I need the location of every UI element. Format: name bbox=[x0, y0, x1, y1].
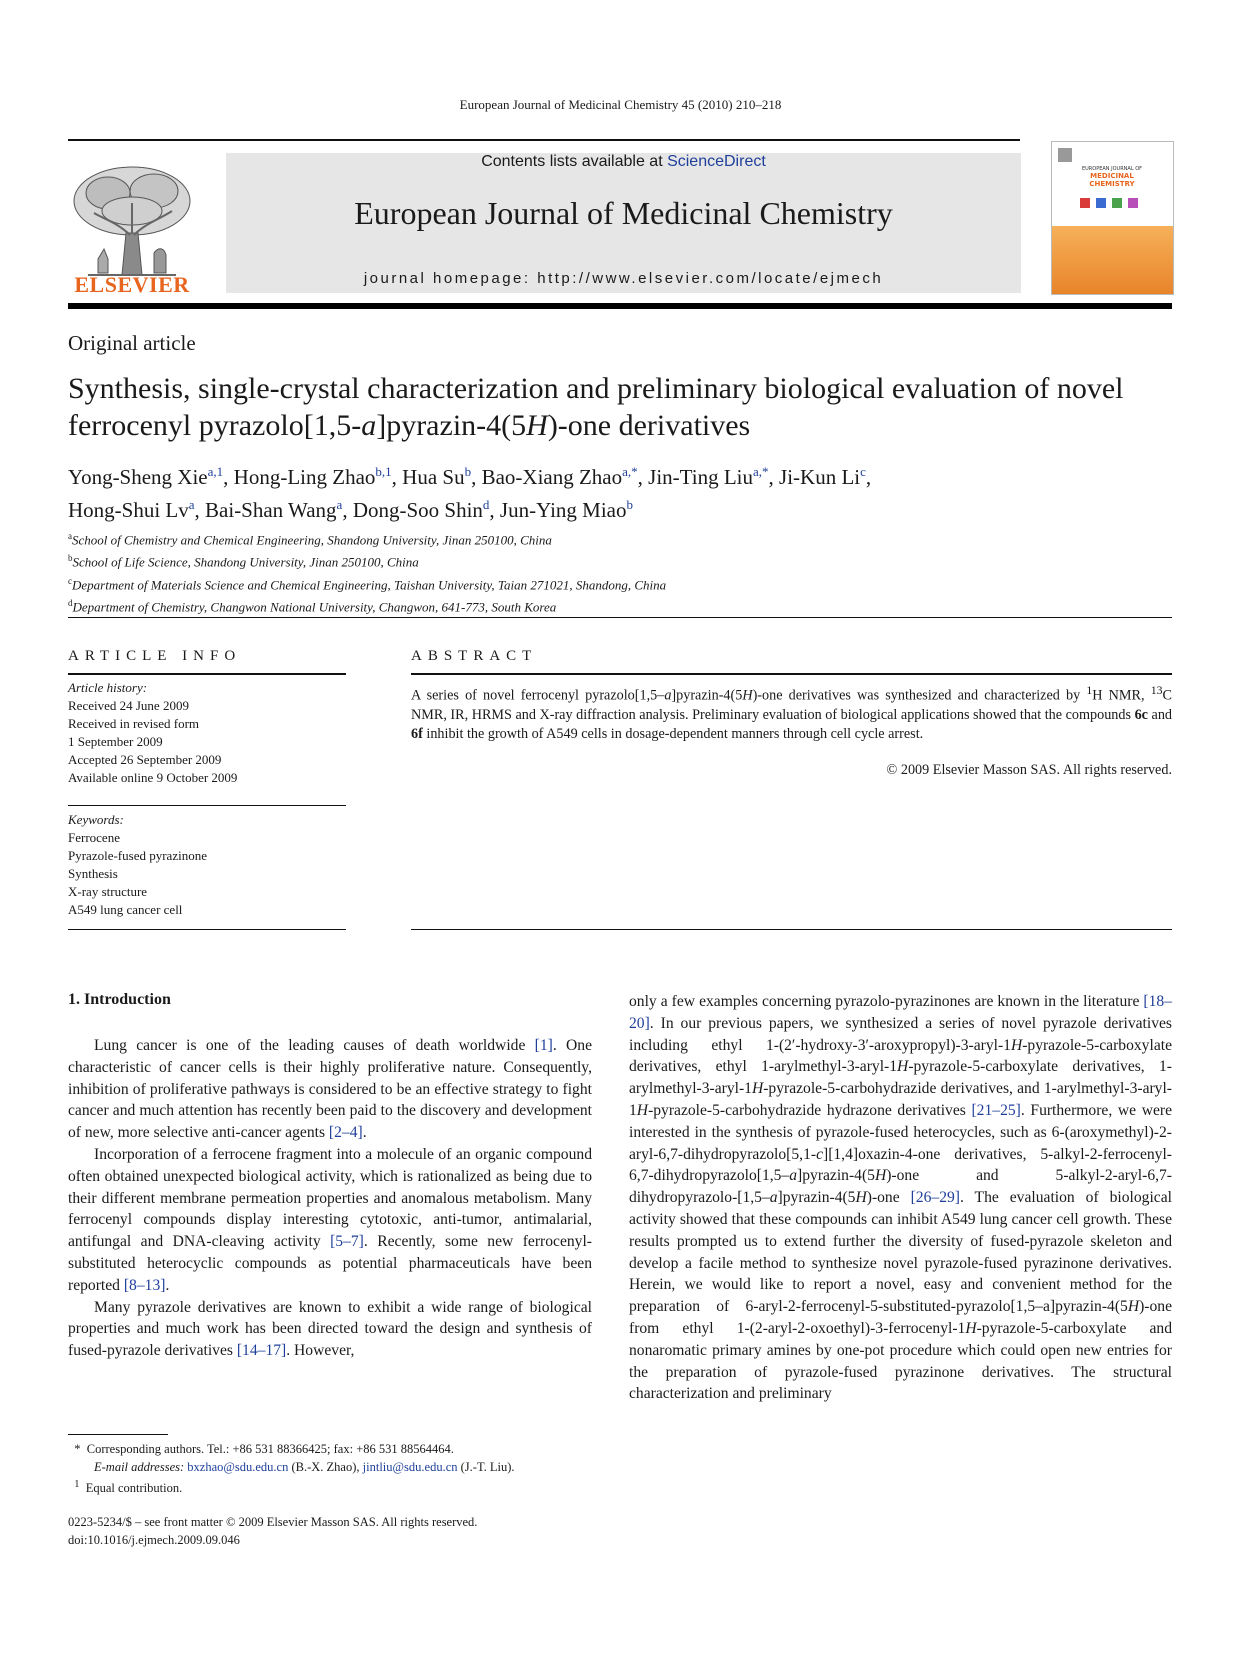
title-text: ]pyrazin-4(5 bbox=[376, 409, 527, 442]
paragraph: Many pyrazole derivatives are known to exhibit a wide range of biological properties and much work has been directed toward the design and synthesis of fused-pyrazole derivatives [14–17]. However, bbox=[68, 1298, 592, 1360]
cover-line3: CHEMISTRY bbox=[1089, 180, 1135, 188]
paragraph: only a few examples concerning pyrazolo-pyrazinones are known in the literature [18–20]. In our previous papers, we synthesized a series of novel pyrazole derivatives including ethyl 1-(2′-hydroxy-3′-aroxypropyl)-3-aryl-1H-pyrazole-5-carboxylate derivatives, ethyl 1-arylmethyl-3-aryl-1H-pyrazole-5-carboxylate derivatives, 1-arylmethyl-3-aryl-1H-pyrazole-5-carbohydrazide derivatives, and 1-arylmethyl-3-aryl-1H-pyrazole-5-carbohydrazide hydrazone derivatives [21–25]. Furthermore, we were interested in the synthesis of pyrazole-fused heterocycles, such as 6-(aroxymethyl)-2-aryl-6,7-dihydropyrazolo[5,1-c][1,4]oxazin-4-one derivatives, 5-alkyl-2-ferrocenyl-6,7-dihydropyrazolo[1,5–a]pyrazin-4(5H)-one and 5-alkyl-2-aryl-6,7-dihydropyrazolo-[1,5–a]pyrazin-4(5H)-one [26–29]. The evaluation of biological activity showed that these compounds can inhibit A549 lung cancer cell growth. These results prompted us to extend further the diversity of fused-pyrazole skeleton and develop a facile method to synthesize novel pyrazole-fused pyrazinone derivatives. Herein, we would like to report a novel, easy and convenient method for the preparation of 6-aryl-2-ferrocenyl-5-substituted-pyrazolo[1,5–a]pyrazin-4(5H)-one from ethyl 1-(2-aryl-2-oxoethyl)-3-ferrocenyl-1H-pyrazole-5-carboxylate and nonaromatic primary amines by one-pot procedure which could open new entries for the preparation of pyrazole-fused pyrazinone derivatives. The structural characterization and preliminary bbox=[629, 993, 1173, 1403]
author-affil-sup[interactable]: a,1 bbox=[207, 464, 224, 479]
front-matter bbox=[68, 1513, 592, 1549]
citation-link[interactable]: [14–17] bbox=[236, 1342, 287, 1360]
author: Hong-Shui Lv$^a$ bbox=[68, 497, 195, 522]
revised-date: 1 September 2009 bbox=[68, 734, 163, 749]
masthead-rule bbox=[68, 303, 1172, 309]
citation-link[interactable]: [5–7] bbox=[330, 1233, 364, 1251]
article-title bbox=[68, 370, 1172, 444]
sciencedirect-link[interactable]: ScienceDirect bbox=[667, 153, 766, 170]
citation-link[interactable]: [26–29] bbox=[910, 1189, 960, 1207]
issn-line: 0223-5234/$ – see front matter © 2009 Elsevier Masson SAS. All rights reserved. bbox=[68, 1515, 478, 1529]
author-affil-sup[interactable]: a bbox=[336, 497, 343, 512]
email-footnote: E-mail addresses: bxzhao@sdu.edu.cn (B.-X. Zhao), jintliu@sdu.edu.cn (J.-T. Liu). bbox=[94, 1460, 515, 1474]
keyword: Synthesis bbox=[68, 866, 118, 881]
keyword: Ferrocene bbox=[68, 830, 120, 845]
accepted-date: Accepted 26 September 2009 bbox=[68, 752, 222, 767]
title-text: )-one derivatives bbox=[547, 409, 751, 442]
history-label: Article history: bbox=[68, 680, 148, 695]
affiliations bbox=[68, 527, 1172, 616]
keywords-label: Keywords: bbox=[68, 812, 124, 827]
author-affil-sup[interactable]: b bbox=[464, 464, 472, 479]
journal-masthead bbox=[226, 153, 1021, 293]
email-link[interactable]: jintliu@sdu.edu.cn bbox=[362, 1460, 458, 1474]
corresponding-footnote: * Corresponding authors. Tel.: +86 531 88366425; fax: +86 531 88564464. bbox=[74, 1442, 454, 1456]
abstract-copyright: © 2009 Elsevier Masson SAS. All rights reserved. bbox=[886, 762, 1172, 778]
author: Bai-Shan Wang$^a$ bbox=[205, 497, 343, 522]
author: Hong-Ling Zhao$^{b,1}$ bbox=[233, 464, 392, 489]
citation-link[interactable]: [2–4] bbox=[328, 1124, 363, 1142]
contents-prefix: Contents lists available at bbox=[481, 153, 668, 170]
title-text: Synthesis, single-crystal characterization and preliminary biological evaluation of novel ferrocenyl pyrazolo[1,5- bbox=[68, 372, 1124, 442]
keyword: X-ray structure bbox=[68, 884, 148, 899]
abstract-rule bbox=[411, 929, 1172, 930]
citation-link[interactable]: [1] bbox=[534, 1037, 553, 1054]
title-italic-h: H bbox=[526, 409, 548, 442]
journal-homepage-link[interactable]: journal homepage: http://www.elsevier.com/locate/ejmech bbox=[363, 270, 884, 287]
cover-art bbox=[1052, 142, 1173, 294]
section-rule bbox=[68, 617, 1172, 618]
article-info-heading: ARTICLE INFO bbox=[68, 648, 242, 664]
affiliation: $^b$School of Life Science, Shandong University, Jinan 250100, China bbox=[68, 553, 419, 570]
cover-line2: MEDICINAL bbox=[1090, 172, 1134, 180]
author-affil-sup[interactable]: d bbox=[482, 497, 490, 512]
article-type: Original article bbox=[68, 331, 196, 355]
citation-link[interactable]: [8–13] bbox=[123, 1276, 166, 1294]
info-rule bbox=[68, 805, 346, 806]
equal-contribution-footnote: $^1$ Equal contribution. bbox=[74, 1479, 183, 1496]
body-column-right bbox=[629, 991, 1172, 1405]
elsevier-wordmark[interactable]: ELSEVIER bbox=[74, 272, 190, 297]
revised-label: Received in revised form bbox=[68, 716, 200, 731]
introduction-heading: 1. Introduction bbox=[68, 991, 171, 1008]
citation-link[interactable]: [18–20] bbox=[629, 993, 1172, 1032]
citation-link[interactable]: [21–25] bbox=[971, 1101, 1021, 1119]
title-italic-a: a bbox=[361, 409, 377, 442]
keyword: Pyrazole-fused pyrazinone bbox=[68, 848, 207, 863]
footnotes bbox=[68, 1440, 592, 1497]
compound-6c: 6c bbox=[1134, 706, 1148, 723]
author: Ji-Kun Li$^c$ bbox=[779, 464, 866, 489]
abstract-text: A series of novel ferrocenyl pyrazolo[1,5–a]pyrazin-4(5H)-one derivatives was synthesized and characterized by $^1$H NMR, $^{13}$C NMR, IR, HRMS and X-ray diffraction analysis. Preliminary evaluation of biological applications showed that the compounds 6c and 6f inhibit the growth of A549 cells in dosage-dependent manners through cell cycle arrest. bbox=[411, 683, 1173, 742]
article-history bbox=[68, 679, 346, 787]
affiliation: $^a$School of Chemistry and Chemical Engineering, Shandong University, Jinan 250100, China bbox=[68, 531, 552, 548]
keyword: A549 lung cancer cell bbox=[68, 902, 183, 917]
author-affil-sup[interactable]: a bbox=[188, 497, 195, 512]
footnote-rule bbox=[68, 1434, 168, 1435]
doi-link[interactable]: doi:10.1016/j.ejmech.2009.09.046 bbox=[68, 1533, 240, 1547]
author: Jun-Ying Miao$^b$ bbox=[499, 497, 634, 522]
author-affil-sup[interactable]: a,* bbox=[753, 464, 769, 479]
info-rule bbox=[68, 929, 346, 930]
author: Dong-Soo Shin$^d$ bbox=[352, 497, 490, 522]
body-column-left bbox=[68, 1035, 592, 1362]
author: Yong-Sheng Xie$^{a,1}$ bbox=[68, 464, 224, 489]
author-affil-sup[interactable]: a,* bbox=[622, 464, 638, 479]
affiliation: $^d$Department of Chemistry, Changwon National University, Changwon, 641-773, South Korea bbox=[68, 597, 557, 615]
author: Hua Su$^b$ bbox=[402, 464, 472, 489]
author: Jin-Ting Liu$^{a,*}$ bbox=[648, 464, 769, 489]
author-list: Yong-Sheng Xie$^{a,1}$, Hong-Ling Zhao$^{b,1}$, Hua Su$^b$, Bao-Xiang Zhao$^{a,*}$, Jin-Ting Liu$^{a,*}$, Ji-Kun Li$^c$, Hong-Shui Lv$^a$, Bai-Shan Wang$^a$, Dong-Soo Shin$^d$, Jun-Ying Miao$^b$ bbox=[68, 464, 872, 522]
keywords bbox=[68, 811, 346, 919]
info-rule bbox=[68, 673, 346, 675]
journal-title: European Journal of Medicinal Chemistry bbox=[354, 195, 893, 231]
journal-cover-thumbnail[interactable] bbox=[1051, 141, 1174, 295]
author-affil-sup[interactable]: b,1 bbox=[375, 464, 392, 479]
author-affil-sup[interactable]: c bbox=[860, 464, 866, 479]
contents-line bbox=[226, 153, 1021, 171]
author: Bao-Xiang Zhao$^{a,*}$ bbox=[481, 464, 638, 489]
cover-line1: EUROPEAN JOURNAL OF bbox=[1081, 166, 1143, 172]
received-date: Received 24 June 2009 bbox=[68, 698, 189, 713]
email-link[interactable]: bxzhao@sdu.edu.cn bbox=[187, 1460, 289, 1474]
paragraph: Lung cancer is one of the leading causes of death worldwide [1]. One characteristic of cancer cells is their highly proliferative nature. Consequently, inhibition of proliferative pathways is considered to be an effective strategy to fight cancer and much attention has recently been paid to the discovery and development of new, more selective anti-cancer agents [2–4]. bbox=[68, 1037, 592, 1142]
author-affil-sup[interactable]: b bbox=[626, 497, 634, 512]
affiliation: $^c$Department of Materials Science and Chemical Engineering, Taishan University, Taian 271021, Shandong, China bbox=[68, 575, 667, 592]
paragraph: Incorporation of a ferrocene fragment into a molecule of an organic compound often obtained unexpected biological activity, which is rationalized as being due to their different membrane permeation properties and anomalous metabolism. Many ferrocenyl compounds display interesting cytotoxic, anti-tumor, antimalarial, antifungal and DNA-cleaving activity [5–7]. Recently, some new ferrocenyl-substituted heterocyclic compounds as potential pharmaceuticals have been reported [8–13]. bbox=[68, 1145, 592, 1294]
compound-6f: 6f bbox=[411, 725, 423, 742]
header-rule bbox=[68, 139, 1020, 141]
running-head: European Journal of Medicinal Chemistry 45 (2010) 210–218 bbox=[459, 97, 782, 112]
online-date: Available online 9 October 2009 bbox=[68, 770, 238, 785]
abstract-heading: ABSTRACT bbox=[411, 648, 538, 664]
abstract-rule bbox=[411, 673, 1172, 675]
